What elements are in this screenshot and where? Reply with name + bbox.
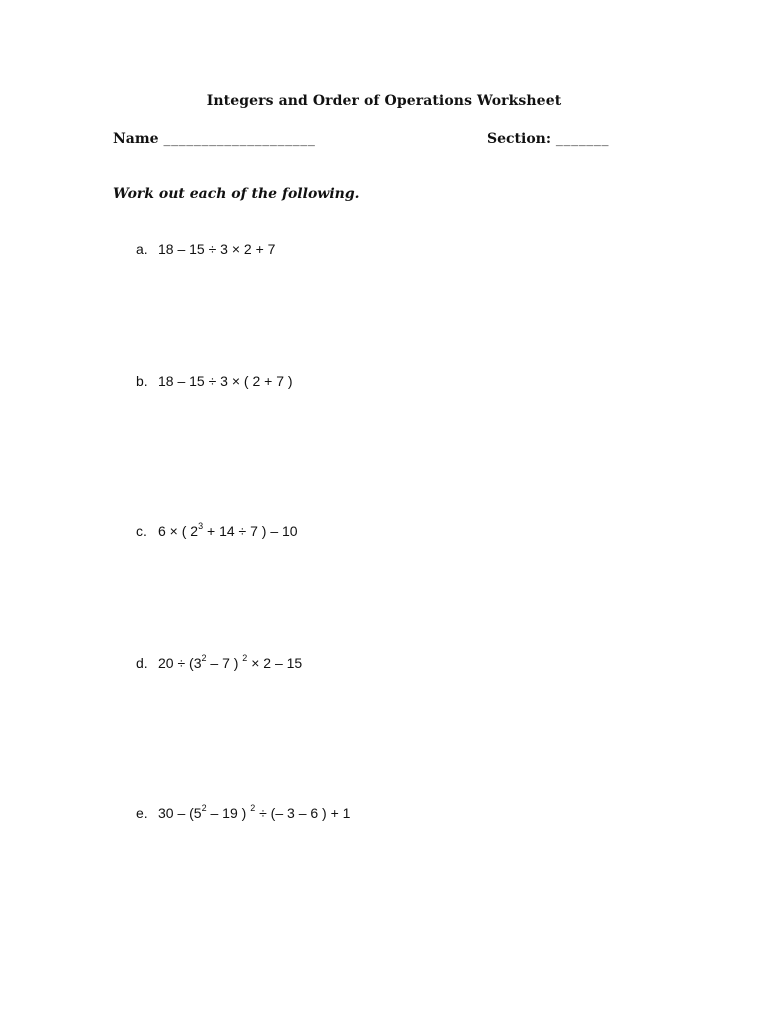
problem-letter: d. [136,655,148,671]
exponent: 2 [201,803,207,814]
worksheet-title: Integers and Order of Operations Worksheet [206,93,562,109]
name-field [113,131,315,147]
problem-letter: e. [136,805,148,821]
problem-expression [158,805,350,821]
expression-text: 30 – (5 [158,805,202,821]
expression-text: – 7 ) [206,655,243,671]
problem-b [136,372,293,390]
problem-d [136,654,302,672]
expression-text: 6 × ( 2 [158,523,199,539]
exponent: 3 [198,521,204,532]
problem-letter: a. [136,241,148,257]
section-label: Section: [487,131,552,147]
expression-text: 20 ÷ (3 [158,655,202,671]
name-blank-line: ____________________ [163,131,316,147]
expression-text: 18 – 15 ÷ 3 × 2 + 7 [158,241,276,257]
expression-text: – 19 ) [206,805,251,821]
name-label: Name [113,131,159,147]
instructions: Work out each of the following. [113,186,360,202]
problem-c [136,522,298,540]
expression-text: 18 – 15 ÷ 3 × ( 2 + 7 ) [158,373,293,389]
problem-expression [158,373,293,389]
exponent: 2 [250,803,256,814]
problem-letter: c. [136,523,147,539]
section-blank-line: _______ [555,131,610,147]
problem-expression [158,655,302,671]
problem-letter: b. [136,373,148,389]
exponent: 2 [201,653,207,664]
expression-text: × 2 – 15 [247,655,303,671]
expression-text: + 14 ÷ 7 ) – 10 [203,523,298,539]
problem-a [136,240,275,258]
section-field [487,131,609,147]
problem-expression [158,523,298,539]
problem-expression [158,241,275,257]
expression-text: ÷ (– 3 – 6 ) + 1 [255,805,351,821]
problem-e [136,804,350,822]
exponent: 2 [242,653,248,664]
